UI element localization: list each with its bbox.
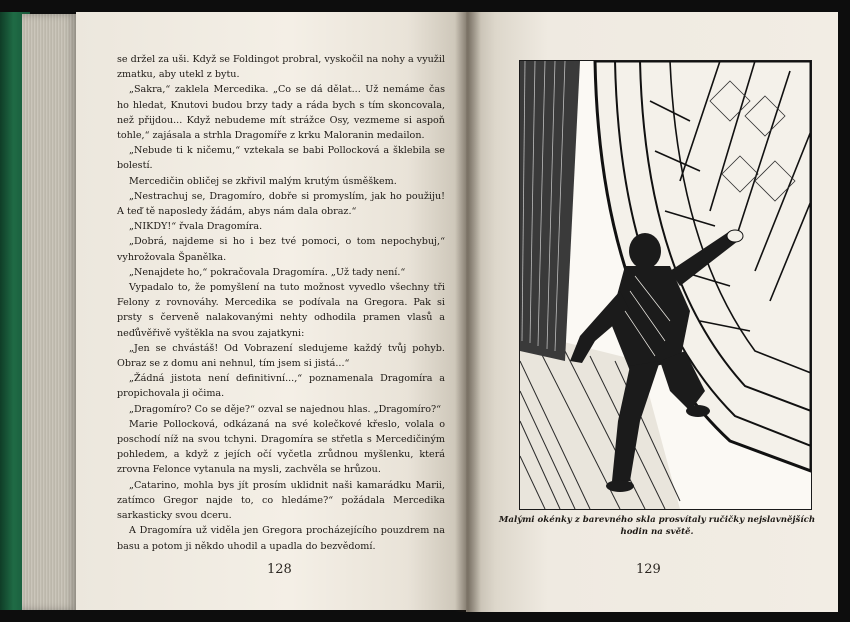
illustration-drawing xyxy=(520,61,811,509)
paragraph: A Dragomíra už viděla jen Gregora procházejícího pouzdrem na basu a potom ji někdo uhodil a upadla do bezvědomí. xyxy=(117,525,445,552)
paragraph: „Sakra,“ zaklela Mercedika. „Co se dá dělat... Už nemáme čas ho hledat, Knutovi budou brzy tady a ráda bych s tím skoncovala, než přijdou... Když nebudeme mít strážce Osy, vezmeme si aspoň tohle,“ zajásala a strhla Dragomíře z krku Maloranin medailon. xyxy=(117,84,445,142)
right-page-number: 129 xyxy=(636,562,661,577)
paragraph: „Nebude ti k ničemu,“ vztekala se babi Pollocková a šklebila se bolestí. xyxy=(117,145,445,172)
book-gutter xyxy=(455,12,481,612)
paragraph: „NIKDY!“ řvala Dragomíra. xyxy=(129,221,263,233)
left-page-number: 128 xyxy=(267,562,292,577)
paragraph: Marie Pollocková, odkázaná na své kolečkové křeslo, volala o poschodí níž na svou tchyni. Dragomíra se střetla s Mercedičiným pohledem, a když z jejích očí vyčetla zrůdnou myšlenku, která zrovna Felonce vytanula na mysli, zachvěla se hrůzou. xyxy=(117,418,445,476)
paragraph: „Jen se chvástáš! Od Vobrazení sledujeme každý tvůj pohyb. Obraz se z domu ani nehnul, tím jsem si jistá...“ xyxy=(117,342,445,370)
illustration-caption: Malými okénky z barevného skla prosvítaly ručičky nejslavnějších hodin na světě. xyxy=(498,515,816,537)
left-page-text xyxy=(117,52,445,554)
page-edges xyxy=(22,14,78,610)
paragraph: „Dobrá, najdeme si ho i bez tvé pomoci, o tom nepochybuj,“ vyhrožovala Španělka. xyxy=(117,236,445,263)
paragraph: „Nestrachuj se, Dragomíro, dobře si promyslím, jak ho použiju! A teď tě naposledy žádám, abys nám dala obraz.“ xyxy=(117,190,445,218)
paragraph: se držel za uši. Když se Foldingot probral, vyskočil na nohy a využil zmatku, aby utekl z bytu. xyxy=(117,54,445,81)
paragraph: „Žádná jistota není definitivní...,“ poznamenala Dragomíra a propichovala ji očima. xyxy=(117,373,445,400)
paragraph: Mercedičin obličej se zkřivil malým krutým úsměškem. xyxy=(129,175,397,187)
paragraph: „Catarino, mohla bys jít prosím uklidnit naši kamarádku Marii, zatímco Gregor najde to, co hledáme?“ požádala Mercedika sarkasticky svou dceru. xyxy=(117,479,445,522)
clock-window-illustration xyxy=(519,60,812,510)
paragraph: „Nenajdete ho,“ pokračovala Dragomíra. „Už tady není.“ xyxy=(129,266,406,278)
paragraph: „Dragomíro? Co se děje?“ ozval se najednou hlas. „Dragomíro?“ xyxy=(129,403,442,415)
paragraph: Vypadalo to, že pomyšlení na tuto možnost vyvedlo všechny tři Felony z rovnováhy. Mercedika se podívala na Gregora. Pak si prsty s červeně nalakovanými nehty odhodila pramen vlasů a neďůvěřivě vyštěkla na svou zajatkyni: xyxy=(117,282,445,339)
